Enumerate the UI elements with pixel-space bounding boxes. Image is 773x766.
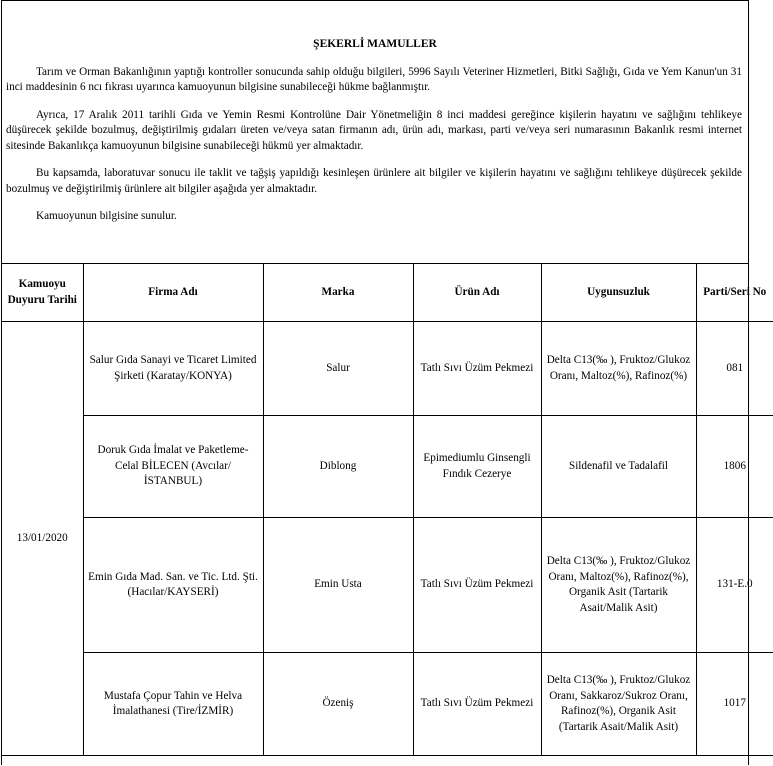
- batch-cell: 1806: [696, 416, 773, 518]
- header-company: Firma Adı: [83, 264, 263, 322]
- header-batch: Parti/Seri No: [696, 264, 773, 322]
- header-date: Kamuoyu Duyuru Tarihi: [2, 264, 83, 322]
- closing-paragraph: Kamuoyunun bilgisine sunulur.: [36, 210, 177, 222]
- product-cell: Tatlı Sıvı Üzüm Pekmezi: [413, 653, 541, 756]
- brand-cell: Salur: [263, 322, 413, 416]
- brand-cell: Diblong: [263, 416, 413, 518]
- table-row: [2, 518, 773, 653]
- product-cell: Tatlı Sıvı Üzüm Pekmezi: [413, 518, 541, 653]
- document-page: [1, 0, 767, 765]
- nonconformity-cell: Delta C13(‰ ), Fruktoz/Glukoz Oranı, Sakkaroz/Sukroz Oranı, Rafinoz(%), Organik Asit (Tartarik Asait/Malik Asit): [541, 653, 696, 756]
- brand-cell: Özeniş: [263, 653, 413, 756]
- nonconformity-cell: Delta C13(‰ ), Fruktoz/Glukoz Oranı, Maltoz(%), Rafinoz(%): [541, 322, 696, 416]
- table-row: [2, 416, 773, 518]
- document-title: ŞEKERLİ MAMULLER: [313, 38, 437, 50]
- paragraph-3: Bu kapsamda, laboratuvar sonucu ile taklit ve tağşiş yapıldığı kesinleşen ürünlere ait bilgiler ve kişilerin hayatını ve sağlığını tehlikeye düşürecek şekilde bozulmuş ve değiştirilmiş ürünlere ait bilgiler aşağıda yer almaktadır.: [6, 167, 742, 195]
- recall-table: [2, 264, 773, 756]
- table-header-row: [2, 264, 773, 322]
- batch-cell: 1017: [696, 653, 773, 756]
- paragraph-2: Ayrıca, 17 Aralık 2011 tarihli Gıda ve Yemin Resmi Kontrolüne Dair Yönetmeliğin 8 inci maddesi gereğince kişilerin hayatını ve sağlığını tehlikeye düşürecek şekilde bozulmuş, değiştirilmiş gıdaları üreten ve/veya satan firmanın adı, ürün adı, markası, parti ve/veya seri numarasının Bakanlık resmi internet sitesinde Bakanlıkça kamuoyunun bilgisine sunabileceği hükmü yer almaktadır.: [6, 108, 742, 152]
- intro-section: [2, 1, 748, 264]
- batch-cell: 081: [696, 322, 773, 416]
- table-row: [2, 653, 773, 756]
- product-cell: Epimediumlu Ginsengli Fındık Cezerye: [413, 416, 541, 518]
- header-nonconformity: Uygunsuzluk: [541, 264, 696, 322]
- brand-cell: Emin Usta: [263, 518, 413, 653]
- header-brand: Marka: [263, 264, 413, 322]
- paragraph-1: Tarım ve Orman Bakanlığının yaptığı kontroller sonucunda sahip olduğu bilgileri, 5996 Sayılı Veteriner Hizmetleri, Bitki Sağlığı, Gıda ve Yem Kanun'un 31 inci maddesinin 6 ncı fıkrası uyarınca kamuoyunun bilgisine sunabileceği hükme bağlanmıştır.: [6, 65, 742, 93]
- nonconformity-cell: Sildenafil ve Tadalafil: [541, 416, 696, 518]
- nonconformity-cell: Delta C13(‰ ), Fruktoz/Glukoz Oranı, Maltoz(%), Rafinoz(%), Organik Asit (Tartarik Asait/Malik Asit): [541, 518, 696, 653]
- product-cell: Tatlı Sıvı Üzüm Pekmezi: [413, 322, 541, 416]
- announcement-date: 13/01/2020: [2, 322, 83, 756]
- company-cell: Salur Gıda Sanayi ve Ticaret Limited Şirketi (Karatay/KONYA): [83, 322, 263, 416]
- company-cell: Mustafa Çopur Tahin ve Helva İmalathanesi (Tire/İZMİR): [83, 653, 263, 756]
- company-cell: Emin Gıda Mad. San. ve Tic. Ltd. Şti. (Hacılar/KAYSERİ): [83, 518, 263, 653]
- company-cell: Doruk Gıda İmalat ve Paketleme-Celal BİLECEN (Avcılar/İSTANBUL): [83, 416, 263, 518]
- header-product: Ürün Adı: [413, 264, 541, 322]
- table-row: [2, 322, 773, 416]
- batch-cell: 131-E.0: [696, 518, 773, 653]
